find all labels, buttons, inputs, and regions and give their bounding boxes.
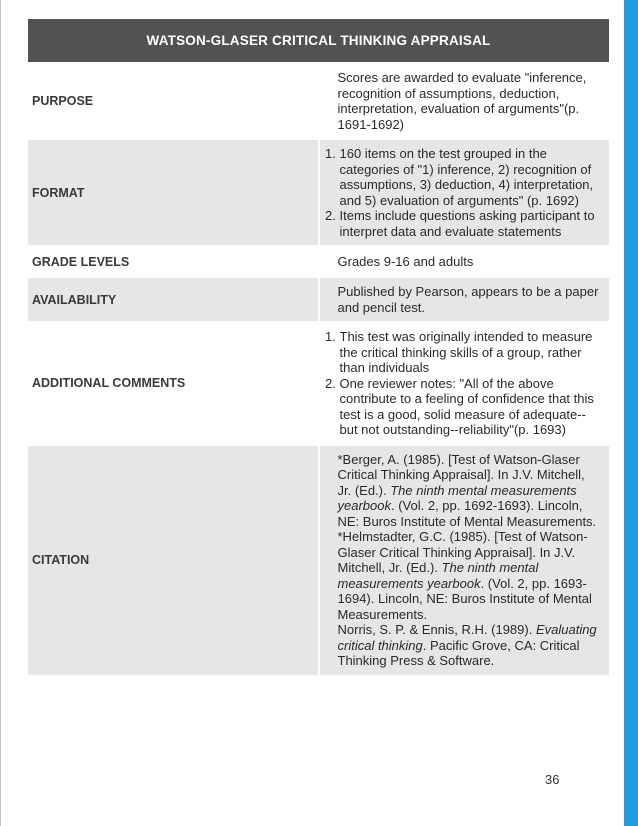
list-item: 1. 160 items on the test grouped in the categories of "1) inference, 2) recognition of assumptions, 3) deduction, 4) interpretation, and 5) evaluation of arguments" (p. 1692): [340, 146, 602, 208]
citation-entry: *Helmstadter, G.C. (1985). [Test of Watson-Glaser Critical Thinking Appraisal]. In J.V. Mitchell, Jr. (Ed.). The ninth mental measurements yearbook. (Vol. 2, pp. 1693-1694). Lincoln, NE: Buros Institute of Mental Measurements.: [337, 529, 592, 622]
row-label-purpose: PURPOSE: [28, 63, 319, 139]
table-row-grade-levels: [28, 246, 609, 277]
page-number: 36: [545, 772, 560, 787]
row-label-additional-comments: ADDITIONAL COMMENTS: [28, 322, 319, 445]
row-label-availability: AVAILABILITY: [28, 277, 319, 322]
table-title: WATSON-GLASER CRITICAL THINKING APPRAISAL: [28, 19, 609, 63]
citation-entry: *Berger, A. (1985). [Test of Watson-Glaser Critical Thinking Appraisal]. In J.V. Mitchell, Jr. (Ed.). The ninth mental measurements yearbook. (Vol. 2, pp. 1692-1693). Lincoln, NE: Buros Institute of Mental Measurements.: [337, 451, 597, 529]
row-value-purpose: Scores are awarded to evaluate "inference, recognition of assumptions, deduction, interpretation, evaluation of arguments"(p. 1691-1692): [319, 63, 610, 139]
row-value-grade-levels: Grades 9-16 and adults: [319, 246, 610, 277]
row-value-availability: Published by Pearson, appears to be a paper and pencil test.: [319, 277, 610, 322]
row-label-citation: CITATION: [28, 445, 319, 675]
table-row-citation: [28, 445, 609, 675]
row-value-format: [319, 139, 610, 246]
citation-entry: Norris, S. P. & Ennis, R.H. (1989). Evaluating critical thinking. Pacific Grove, CA: Critical Thinking Press & Software.: [337, 622, 597, 668]
table-row-format: [28, 139, 609, 246]
comments-list: [322, 329, 602, 438]
list-item: 2. Items include questions asking participant to interpret data and evaluate statements: [340, 208, 602, 239]
table-row-additional-comments: [28, 322, 609, 445]
info-table: [28, 19, 609, 675]
accent-bar: [624, 0, 638, 826]
table-row-purpose: [28, 63, 609, 139]
list-item: 1. This test was originally intended to measure the critical thinking skills of a group, rather than individuals: [340, 329, 602, 376]
table-row-availability: [28, 277, 609, 322]
page-border: [0, 0, 1, 826]
list-item: 2. One reviewer notes: "All of the above contribute to a feeling of confidence that this test is a good, solid measure of adequate--but not outstanding--reliability"(p. 1693): [340, 376, 602, 438]
format-list: [322, 146, 602, 239]
row-value-additional-comments: [319, 322, 610, 445]
row-label-grade-levels: GRADE LEVELS: [28, 246, 319, 277]
row-value-citation: [319, 445, 610, 675]
row-label-format: FORMAT: [28, 139, 319, 246]
